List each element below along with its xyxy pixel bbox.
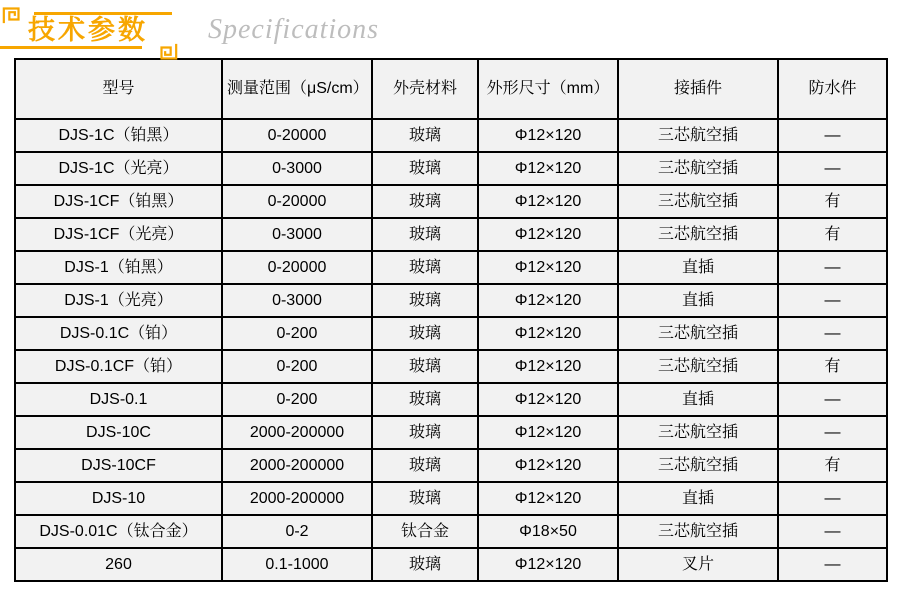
table-row [15, 185, 887, 218]
table-cell: Φ12×120 [478, 416, 618, 449]
table-cell: DJS-1（光亮） [15, 284, 222, 317]
page-subtitle: Specifications [208, 14, 380, 45]
table-cell: 三芯航空插 [618, 515, 778, 548]
column-header-waterproof: 防水件 [778, 59, 887, 119]
table-cell: 玻璃 [372, 185, 478, 218]
table-cell: 玻璃 [372, 152, 478, 185]
table-cell: Φ12×120 [478, 317, 618, 350]
table-cell: 玻璃 [372, 218, 478, 251]
table-cell: 三芯航空插 [618, 317, 778, 350]
table-cell: DJS-10CF [15, 449, 222, 482]
column-header-material: 外壳材料 [372, 59, 478, 119]
page [0, 4, 900, 582]
table-cell: 三芯航空插 [618, 350, 778, 383]
table-cell: DJS-10C [15, 416, 222, 449]
table-cell: 三芯航空插 [618, 119, 778, 152]
column-header-connector: 接插件 [618, 59, 778, 119]
table-cell: 有 [778, 449, 887, 482]
table-cell: DJS-0.1 [15, 383, 222, 416]
table-cell: 0-20000 [222, 251, 372, 284]
specifications-table [14, 58, 888, 582]
table-cell: 三芯航空插 [618, 185, 778, 218]
table-cell: Φ12×120 [478, 218, 618, 251]
table-row [15, 416, 887, 449]
table-cell: 有 [778, 350, 887, 383]
table-cell: Φ12×120 [478, 284, 618, 317]
frame-line-bottom [0, 46, 142, 49]
table-cell: — [778, 515, 887, 548]
table-cell: 玻璃 [372, 251, 478, 284]
table-cell: Φ12×120 [478, 449, 618, 482]
table-cell: 0-3000 [222, 152, 372, 185]
table-cell: 有 [778, 218, 887, 251]
frame-line-top [34, 12, 172, 15]
table-cell: DJS-1CF（铂黑） [15, 185, 222, 218]
table-cell: — [778, 119, 887, 152]
section-header [6, 4, 900, 56]
table-cell: 玻璃 [372, 482, 478, 515]
table-cell: 三芯航空插 [618, 416, 778, 449]
table-cell: 玻璃 [372, 449, 478, 482]
table-row [15, 383, 887, 416]
table-cell: DJS-0.01C（钛合金） [15, 515, 222, 548]
table-cell: 0-2 [222, 515, 372, 548]
table-cell: Φ12×120 [478, 152, 618, 185]
table-cell: 0-3000 [222, 218, 372, 251]
table-cell: 直插 [618, 383, 778, 416]
table-cell: Φ18×50 [478, 515, 618, 548]
table-cell: 玻璃 [372, 548, 478, 581]
column-header-model: 型号 [15, 59, 222, 119]
table-row [15, 251, 887, 284]
table-row [15, 317, 887, 350]
table-cell: DJS-1C（铂黑） [15, 119, 222, 152]
table-row [15, 284, 887, 317]
table-cell: Φ12×120 [478, 350, 618, 383]
column-header-range: 测量范围（μS/cm） [222, 59, 372, 119]
table-cell: Φ12×120 [478, 251, 618, 284]
table-cell: Φ12×120 [478, 119, 618, 152]
table-cell: DJS-0.1C（铂） [15, 317, 222, 350]
table-cell: — [778, 317, 887, 350]
table-cell: DJS-1CF（光亮） [15, 218, 222, 251]
table-cell: 0-200 [222, 383, 372, 416]
table-cell: 三芯航空插 [618, 152, 778, 185]
table-cell: 2000-200000 [222, 416, 372, 449]
table-cell: — [778, 416, 887, 449]
table-cell: 0-200 [222, 317, 372, 350]
page-title: 技术参数 [28, 15, 148, 45]
table-cell: Φ12×120 [478, 383, 618, 416]
table-cell: 0.1-1000 [222, 548, 372, 581]
table-cell: 三芯航空插 [618, 449, 778, 482]
table-row [15, 152, 887, 185]
table-cell: 2000-200000 [222, 482, 372, 515]
table-row [15, 218, 887, 251]
table-cell: Φ12×120 [478, 548, 618, 581]
table-row [15, 515, 887, 548]
table-cell: 0-3000 [222, 284, 372, 317]
table-cell: 有 [778, 185, 887, 218]
table-cell: 玻璃 [372, 284, 478, 317]
table-row [15, 548, 887, 581]
table-cell: 钛合金 [372, 515, 478, 548]
table-row [15, 119, 887, 152]
table-cell: 260 [15, 548, 222, 581]
table-cell: 玻璃 [372, 317, 478, 350]
corner-spiral-ornament-icon [156, 42, 178, 64]
table-cell: 玻璃 [372, 383, 478, 416]
title-frame [6, 8, 166, 52]
table-cell: — [778, 152, 887, 185]
table-cell: — [778, 482, 887, 515]
table-header-row [15, 59, 887, 119]
table-cell: Φ12×120 [478, 482, 618, 515]
table-cell: — [778, 383, 887, 416]
table-cell: 玻璃 [372, 416, 478, 449]
table-cell: — [778, 548, 887, 581]
table-cell: 直插 [618, 284, 778, 317]
table-cell: 0-200 [222, 350, 372, 383]
table-cell: 叉片 [618, 548, 778, 581]
table-cell: 直插 [618, 251, 778, 284]
table-cell: — [778, 284, 887, 317]
table-row [15, 350, 887, 383]
table-cell: DJS-1（铂黑） [15, 251, 222, 284]
table-cell: 0-20000 [222, 185, 372, 218]
table-cell: DJS-1C（光亮） [15, 152, 222, 185]
table-cell: DJS-0.1CF（铂） [15, 350, 222, 383]
table-cell: 三芯航空插 [618, 218, 778, 251]
table-cell: 2000-200000 [222, 449, 372, 482]
table-row [15, 482, 887, 515]
table-cell: DJS-10 [15, 482, 222, 515]
table-cell: 0-20000 [222, 119, 372, 152]
table-row [15, 449, 887, 482]
table-cell: Φ12×120 [478, 185, 618, 218]
table-cell: 直插 [618, 482, 778, 515]
column-header-dimensions: 外形尺寸（mm） [478, 59, 618, 119]
table-cell: — [778, 251, 887, 284]
table-cell: 玻璃 [372, 350, 478, 383]
corner-spiral-ornament-icon [2, 3, 24, 25]
table-cell: 玻璃 [372, 119, 478, 152]
